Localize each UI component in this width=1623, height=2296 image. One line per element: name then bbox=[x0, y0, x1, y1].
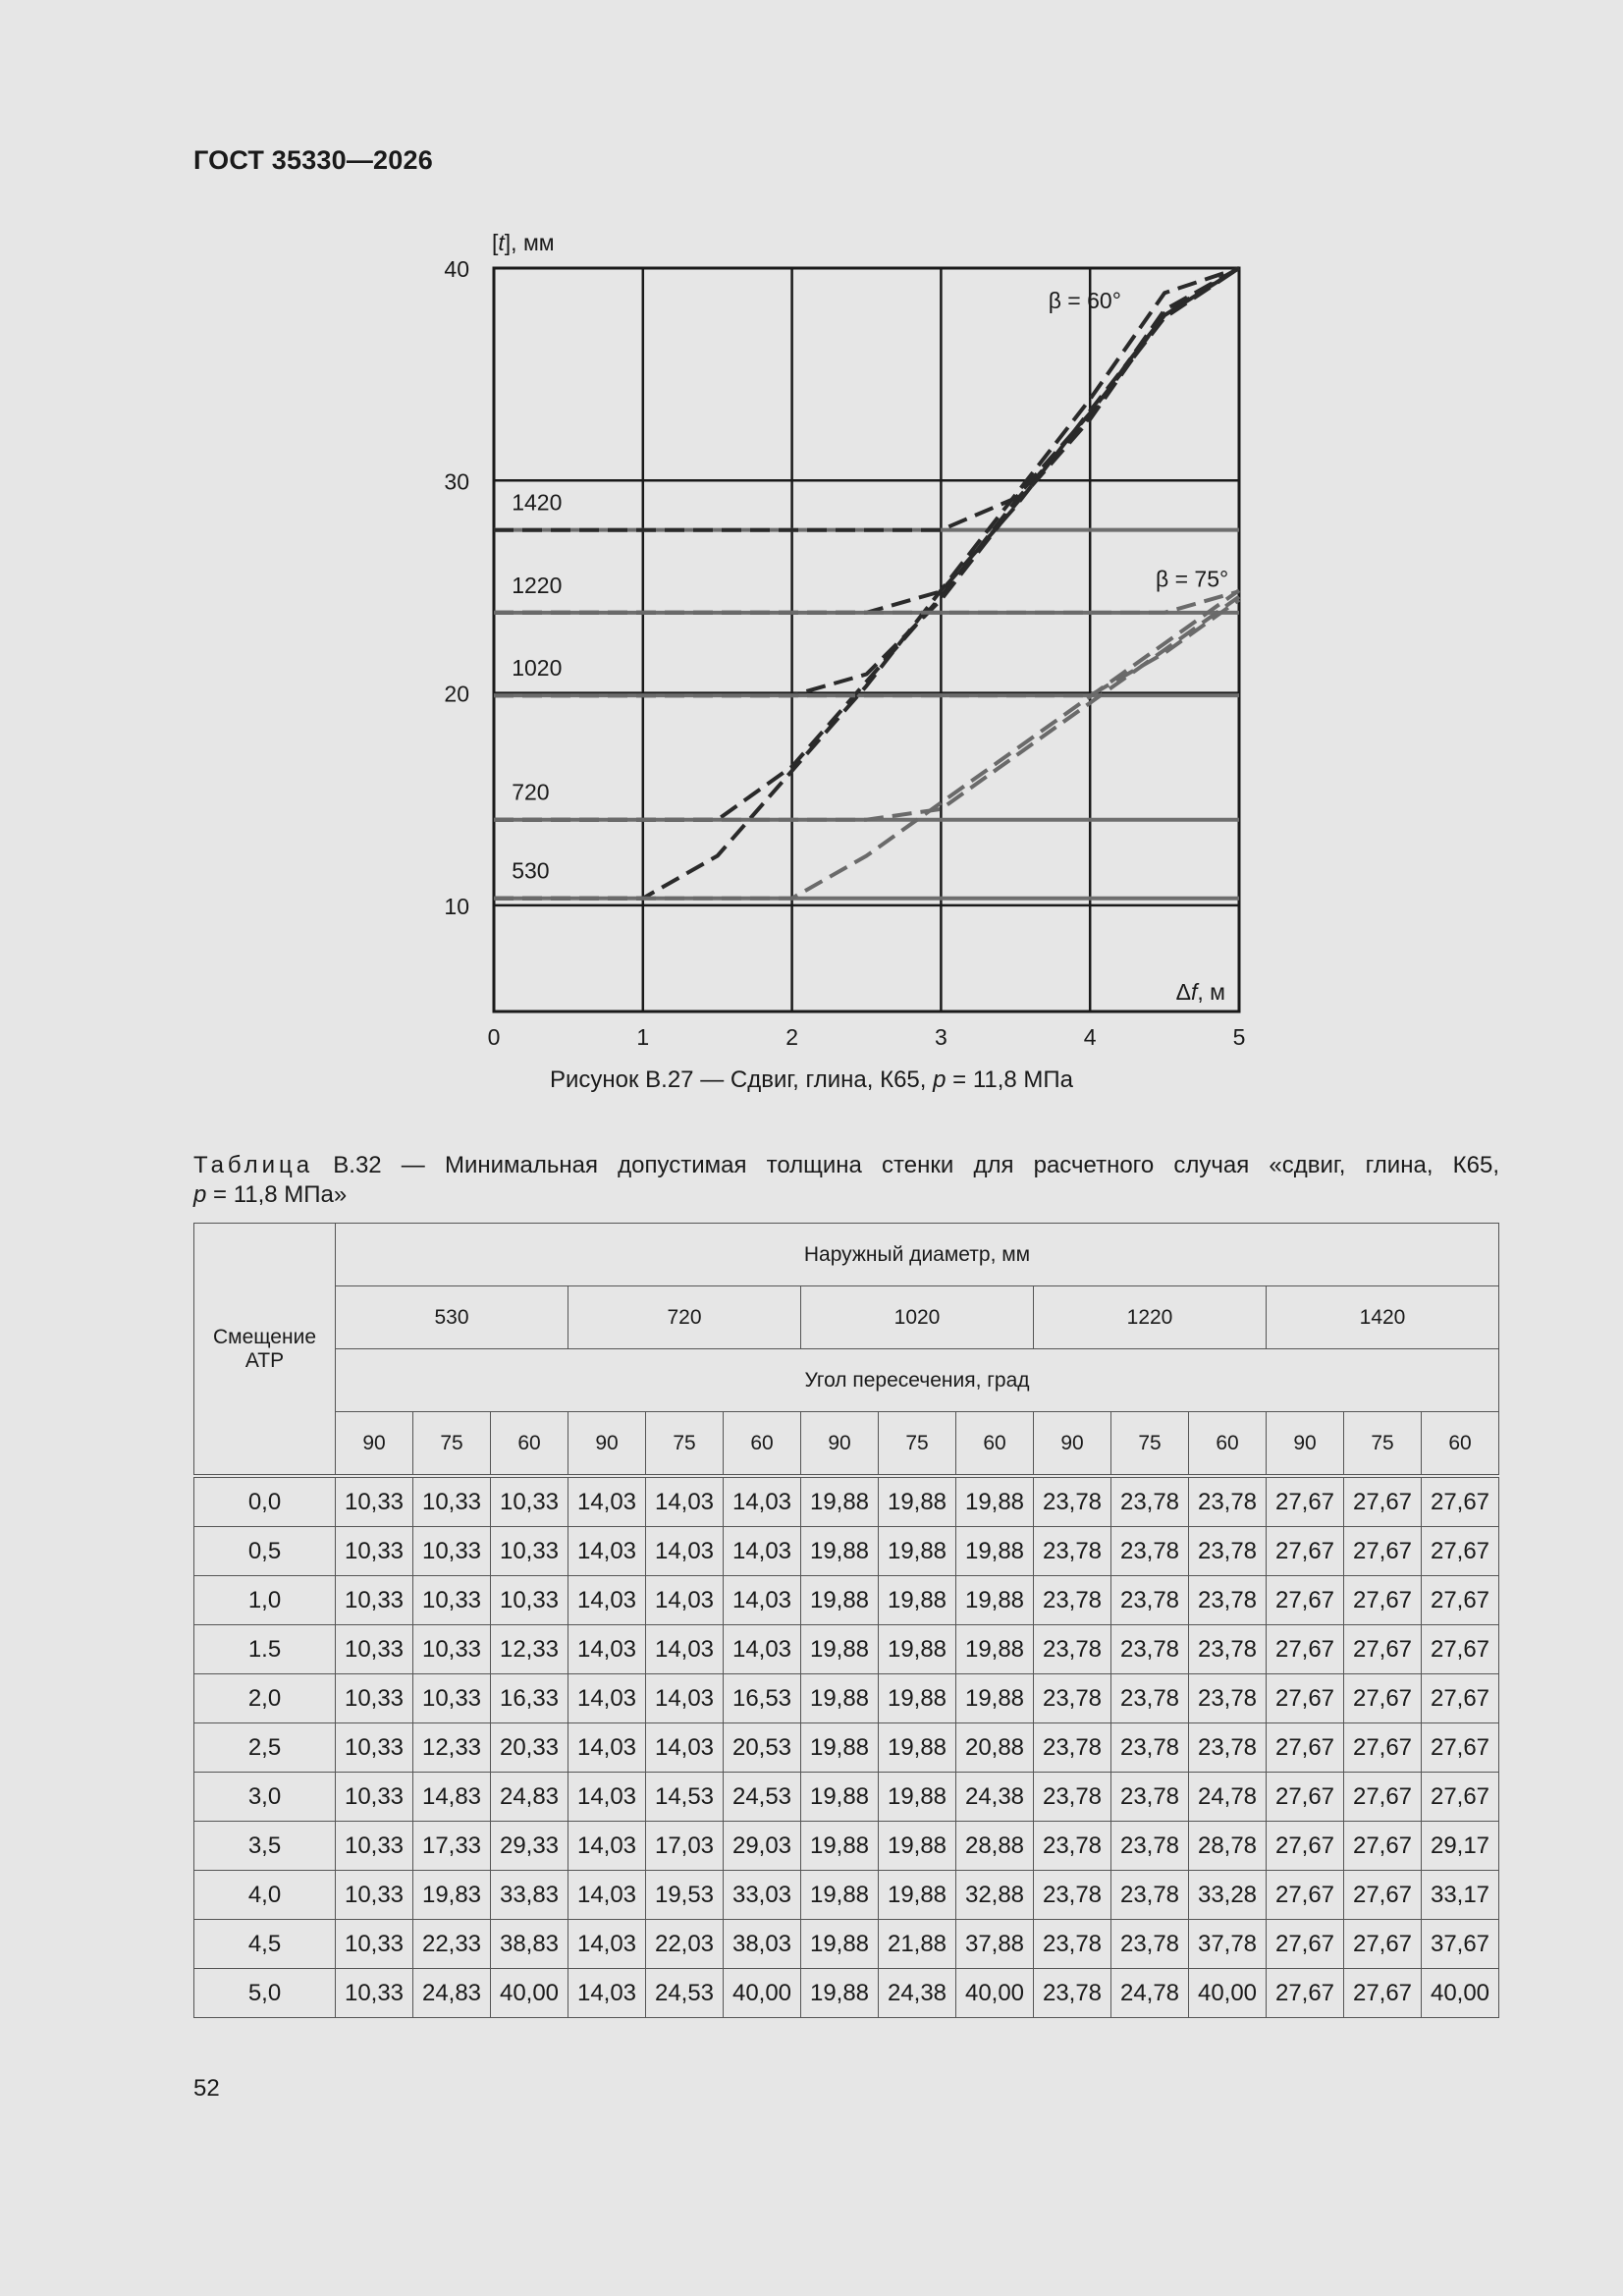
value-cell: 29,17 bbox=[1422, 1822, 1499, 1871]
value-cell: 12,33 bbox=[413, 1723, 491, 1773]
value-cell: 20,53 bbox=[724, 1723, 801, 1773]
value-cell: 14,03 bbox=[646, 1674, 724, 1723]
offset-cell: 2,5 bbox=[194, 1723, 336, 1773]
value-cell: 14,03 bbox=[568, 1576, 646, 1625]
diameter-1020: 1020 bbox=[801, 1286, 1034, 1349]
table-caption: Таблица В.32 — Минимальная допустимая толщина стенки для расчетного случая «сдвиг, глина, К65, p = 11,8 МПа» bbox=[193, 1152, 1499, 1208]
value-cell: 23,78 bbox=[1034, 1625, 1111, 1674]
value-cell: 19,88 bbox=[801, 1723, 879, 1773]
thickness-table bbox=[193, 1223, 1499, 2018]
value-cell: 19,88 bbox=[879, 1871, 956, 1920]
value-cell: 19,88 bbox=[879, 1773, 956, 1822]
value-cell: 33,28 bbox=[1189, 1871, 1267, 1920]
series-line-1220-75 bbox=[494, 591, 1239, 613]
value-cell: 14,03 bbox=[646, 1527, 724, 1576]
value-cell: 33,83 bbox=[491, 1871, 568, 1920]
value-cell: 10,33 bbox=[491, 1476, 568, 1527]
value-cell: 17,33 bbox=[413, 1822, 491, 1871]
value-cell: 23,78 bbox=[1111, 1723, 1189, 1773]
value-cell: 27,67 bbox=[1422, 1625, 1499, 1674]
value-cell: 23,78 bbox=[1111, 1674, 1189, 1723]
value-cell: 19,88 bbox=[956, 1576, 1034, 1625]
value-cell: 10,33 bbox=[491, 1527, 568, 1576]
offset-cell: 3,0 bbox=[194, 1773, 336, 1822]
value-cell: 37,67 bbox=[1422, 1920, 1499, 1969]
value-cell: 27,67 bbox=[1344, 1822, 1422, 1871]
value-cell: 23,78 bbox=[1034, 1527, 1111, 1576]
offset-cell: 1,0 bbox=[194, 1576, 336, 1625]
value-cell: 19,88 bbox=[801, 1527, 879, 1576]
value-cell: 40,00 bbox=[491, 1969, 568, 2018]
value-cell: 14,53 bbox=[646, 1773, 724, 1822]
series-line-530-75 bbox=[494, 590, 1239, 899]
value-cell: 27,67 bbox=[1344, 1920, 1422, 1969]
value-cell: 27,67 bbox=[1344, 1773, 1422, 1822]
value-cell: 37,78 bbox=[1189, 1920, 1267, 1969]
angle-cell: 90 bbox=[568, 1412, 646, 1477]
value-cell: 27,67 bbox=[1267, 1822, 1344, 1871]
value-cell: 23,78 bbox=[1111, 1920, 1189, 1969]
angle-cell: 75 bbox=[413, 1412, 491, 1477]
value-cell: 14,03 bbox=[568, 1920, 646, 1969]
value-cell: 38,03 bbox=[724, 1920, 801, 1969]
value-cell: 14,03 bbox=[568, 1773, 646, 1822]
value-cell: 14,03 bbox=[646, 1576, 724, 1625]
value-cell: 17,03 bbox=[646, 1822, 724, 1871]
page-number: 52 bbox=[193, 2075, 220, 2102]
value-cell: 10,33 bbox=[491, 1576, 568, 1625]
value-cell: 14,03 bbox=[568, 1969, 646, 2018]
offset-cell: 4,0 bbox=[194, 1871, 336, 1920]
value-cell: 29,33 bbox=[491, 1822, 568, 1871]
value-cell: 10,33 bbox=[336, 1822, 413, 1871]
value-cell: 19,88 bbox=[801, 1674, 879, 1723]
value-cell: 12,33 bbox=[491, 1625, 568, 1674]
value-cell: 27,67 bbox=[1422, 1527, 1499, 1576]
angle-cell: 90 bbox=[1267, 1412, 1344, 1477]
value-cell: 14,03 bbox=[568, 1527, 646, 1576]
y-axis-label: [t], мм bbox=[492, 230, 555, 255]
value-cell: 27,67 bbox=[1267, 1527, 1344, 1576]
value-cell: 23,78 bbox=[1111, 1625, 1189, 1674]
offset-cell: 0,0 bbox=[194, 1476, 336, 1527]
x-axis-label: Δf, м bbox=[1175, 979, 1225, 1005]
value-cell: 27,67 bbox=[1344, 1871, 1422, 1920]
value-cell: 14,03 bbox=[568, 1674, 646, 1723]
value-cell: 27,67 bbox=[1422, 1773, 1499, 1822]
value-cell: 19,88 bbox=[879, 1527, 956, 1576]
value-cell: 27,67 bbox=[1344, 1625, 1422, 1674]
value-cell: 19,88 bbox=[879, 1576, 956, 1625]
value-cell: 10,33 bbox=[336, 1723, 413, 1773]
value-cell: 10,33 bbox=[413, 1576, 491, 1625]
offset-cell: 3,5 bbox=[194, 1822, 336, 1871]
value-cell: 23,78 bbox=[1111, 1576, 1189, 1625]
value-cell: 23,78 bbox=[1189, 1527, 1267, 1576]
value-cell: 19,88 bbox=[879, 1723, 956, 1773]
table-row bbox=[194, 1576, 1499, 1625]
value-cell: 19,88 bbox=[879, 1822, 956, 1871]
value-cell: 27,67 bbox=[1344, 1969, 1422, 2018]
value-cell: 19,88 bbox=[879, 1476, 956, 1527]
x-tick-label: 4 bbox=[1083, 1024, 1097, 1050]
value-cell: 19,88 bbox=[956, 1476, 1034, 1527]
value-cell: 23,78 bbox=[1034, 1723, 1111, 1773]
value-cell: 23,78 bbox=[1034, 1871, 1111, 1920]
series-line-720-75 bbox=[494, 597, 1239, 820]
diameter-label-1020: 1020 bbox=[512, 655, 563, 682]
value-cell: 27,67 bbox=[1422, 1674, 1499, 1723]
value-cell: 27,67 bbox=[1267, 1476, 1344, 1527]
x-tick-label: 0 bbox=[487, 1024, 501, 1050]
value-cell: 19,88 bbox=[801, 1969, 879, 2018]
value-cell: 27,67 bbox=[1267, 1920, 1344, 1969]
value-cell: 14,03 bbox=[646, 1625, 724, 1674]
offset-cell: 5,0 bbox=[194, 1969, 336, 2018]
value-cell: 14,03 bbox=[568, 1723, 646, 1773]
value-cell: 14,03 bbox=[568, 1476, 646, 1527]
table-row bbox=[194, 1920, 1499, 1969]
value-cell: 23,78 bbox=[1189, 1674, 1267, 1723]
value-cell: 24,38 bbox=[956, 1773, 1034, 1822]
y-tick-label: 10 bbox=[444, 893, 469, 919]
value-cell: 14,03 bbox=[724, 1576, 801, 1625]
value-cell: 19,88 bbox=[801, 1773, 879, 1822]
angle-cell: 75 bbox=[879, 1412, 956, 1477]
offset-cell: 2,0 bbox=[194, 1674, 336, 1723]
table-row bbox=[194, 1773, 1499, 1822]
value-cell: 23,78 bbox=[1111, 1773, 1189, 1822]
value-cell: 23,78 bbox=[1034, 1576, 1111, 1625]
value-cell: 23,78 bbox=[1189, 1476, 1267, 1527]
y-tick-label: 30 bbox=[444, 468, 469, 495]
value-cell: 19,88 bbox=[956, 1674, 1034, 1723]
value-cell: 40,00 bbox=[724, 1969, 801, 2018]
value-cell: 33,17 bbox=[1422, 1871, 1499, 1920]
value-cell: 27,67 bbox=[1267, 1723, 1344, 1773]
table-row bbox=[194, 1723, 1499, 1773]
value-cell: 19,88 bbox=[956, 1527, 1034, 1576]
value-cell: 24,78 bbox=[1111, 1969, 1189, 2018]
value-cell: 10,33 bbox=[336, 1527, 413, 1576]
value-cell: 19,88 bbox=[801, 1576, 879, 1625]
value-cell: 27,67 bbox=[1267, 1625, 1344, 1674]
value-cell: 23,78 bbox=[1189, 1625, 1267, 1674]
y-tick-label: 20 bbox=[444, 681, 469, 707]
x-tick-label: 3 bbox=[935, 1024, 947, 1050]
diameter-1220: 1220 bbox=[1034, 1286, 1267, 1349]
value-cell: 10,33 bbox=[336, 1625, 413, 1674]
value-cell: 23,78 bbox=[1111, 1527, 1189, 1576]
value-cell: 40,00 bbox=[956, 1969, 1034, 2018]
value-cell: 14,83 bbox=[413, 1773, 491, 1822]
angle-cell: 60 bbox=[956, 1412, 1034, 1477]
document-code: ГОСТ 35330—2026 bbox=[193, 145, 433, 175]
diameter-1420: 1420 bbox=[1267, 1286, 1499, 1349]
value-cell: 14,03 bbox=[568, 1871, 646, 1920]
diameter-720: 720 bbox=[568, 1286, 801, 1349]
offset-cell: 4,5 bbox=[194, 1920, 336, 1969]
value-cell: 19,83 bbox=[413, 1871, 491, 1920]
value-cell: 20,88 bbox=[956, 1723, 1034, 1773]
x-tick-label: 1 bbox=[636, 1024, 650, 1050]
x-tick-label: 5 bbox=[1232, 1024, 1246, 1050]
beta-60-label: β = 60° bbox=[1048, 288, 1121, 314]
value-cell: 10,33 bbox=[336, 1920, 413, 1969]
value-cell: 14,03 bbox=[724, 1625, 801, 1674]
value-cell: 14,03 bbox=[724, 1527, 801, 1576]
value-cell: 14,03 bbox=[724, 1476, 801, 1527]
value-cell: 22,03 bbox=[646, 1920, 724, 1969]
value-cell: 38,83 bbox=[491, 1920, 568, 1969]
angle-cell: 90 bbox=[336, 1412, 413, 1477]
value-cell: 23,78 bbox=[1034, 1476, 1111, 1527]
angle-cell: 75 bbox=[1111, 1412, 1189, 1477]
value-cell: 24,53 bbox=[724, 1773, 801, 1822]
value-cell: 19,88 bbox=[879, 1674, 956, 1723]
figure-caption: Рисунок В.27 — Сдвиг, глина, К65, p = 11,8 МПа bbox=[549, 1066, 1074, 1093]
offset-header: Смещение АТР bbox=[194, 1224, 336, 1477]
value-cell: 19,88 bbox=[801, 1871, 879, 1920]
value-cell: 29,03 bbox=[724, 1822, 801, 1871]
wall-thickness-chart bbox=[0, 0, 1623, 1061]
value-cell: 14,03 bbox=[568, 1822, 646, 1871]
angle-cell: 60 bbox=[1422, 1412, 1499, 1477]
value-cell: 10,33 bbox=[336, 1576, 413, 1625]
value-cell: 27,67 bbox=[1267, 1576, 1344, 1625]
value-cell: 23,78 bbox=[1111, 1871, 1189, 1920]
value-cell: 28,88 bbox=[956, 1822, 1034, 1871]
angle-cell: 90 bbox=[801, 1412, 879, 1477]
offset-cell: 1.5 bbox=[194, 1625, 336, 1674]
value-cell: 19,88 bbox=[801, 1920, 879, 1969]
value-cell: 27,67 bbox=[1422, 1476, 1499, 1527]
angle-cell: 75 bbox=[646, 1412, 724, 1477]
table-row bbox=[194, 1674, 1499, 1723]
value-cell: 14,03 bbox=[646, 1476, 724, 1527]
value-cell: 24,53 bbox=[646, 1969, 724, 2018]
value-cell: 10,33 bbox=[336, 1773, 413, 1822]
value-cell: 27,67 bbox=[1267, 1871, 1344, 1920]
value-cell: 16,33 bbox=[491, 1674, 568, 1723]
table-row bbox=[194, 1527, 1499, 1576]
value-cell: 19,88 bbox=[801, 1476, 879, 1527]
table-row bbox=[194, 1969, 1499, 2018]
series-line-1420-60 bbox=[494, 268, 1239, 530]
y-tick-label: 40 bbox=[444, 256, 469, 282]
diameter-label-1420: 1420 bbox=[512, 489, 563, 516]
value-cell: 27,67 bbox=[1344, 1527, 1422, 1576]
value-cell: 40,00 bbox=[1189, 1969, 1267, 2018]
diameter-label-530: 530 bbox=[512, 857, 550, 884]
value-cell: 10,33 bbox=[336, 1674, 413, 1723]
value-cell: 10,33 bbox=[413, 1674, 491, 1723]
value-cell: 21,88 bbox=[879, 1920, 956, 1969]
value-cell: 19,53 bbox=[646, 1871, 724, 1920]
angle-cell: 60 bbox=[724, 1412, 801, 1477]
value-cell: 14,03 bbox=[568, 1625, 646, 1674]
value-cell: 27,67 bbox=[1422, 1576, 1499, 1625]
value-cell: 24,83 bbox=[413, 1969, 491, 2018]
value-cell: 27,67 bbox=[1344, 1723, 1422, 1773]
angle-cell: 60 bbox=[491, 1412, 568, 1477]
value-cell: 23,78 bbox=[1034, 1920, 1111, 1969]
diameter-label-1220: 1220 bbox=[512, 572, 563, 598]
value-cell: 23,78 bbox=[1189, 1723, 1267, 1773]
value-cell: 23,78 bbox=[1111, 1476, 1189, 1527]
value-cell: 22,33 bbox=[413, 1920, 491, 1969]
value-cell: 19,88 bbox=[801, 1822, 879, 1871]
value-cell: 10,33 bbox=[336, 1871, 413, 1920]
angle-cell: 90 bbox=[1034, 1412, 1111, 1477]
value-cell: 23,78 bbox=[1034, 1822, 1111, 1871]
table-row bbox=[194, 1822, 1499, 1871]
value-cell: 23,78 bbox=[1189, 1576, 1267, 1625]
value-cell: 20,33 bbox=[491, 1723, 568, 1773]
table-row bbox=[194, 1871, 1499, 1920]
series-line-720-60 bbox=[494, 268, 1239, 820]
value-cell: 27,67 bbox=[1344, 1674, 1422, 1723]
value-cell: 19,88 bbox=[879, 1625, 956, 1674]
table-row bbox=[194, 1476, 1499, 1527]
diameter-530: 530 bbox=[336, 1286, 568, 1349]
value-cell: 10,33 bbox=[336, 1476, 413, 1527]
value-cell: 23,78 bbox=[1034, 1773, 1111, 1822]
value-cell: 19,88 bbox=[956, 1625, 1034, 1674]
value-cell: 40,00 bbox=[1422, 1969, 1499, 2018]
value-cell: 24,38 bbox=[879, 1969, 956, 2018]
offset-cell: 0,5 bbox=[194, 1527, 336, 1576]
value-cell: 10,33 bbox=[413, 1476, 491, 1527]
diameter-label-720: 720 bbox=[512, 779, 550, 805]
value-cell: 27,67 bbox=[1267, 1969, 1344, 2018]
value-cell: 14,03 bbox=[646, 1723, 724, 1773]
beta-75-label: β = 75° bbox=[1155, 566, 1229, 592]
value-cell: 28,78 bbox=[1189, 1822, 1267, 1871]
value-cell: 32,88 bbox=[956, 1871, 1034, 1920]
value-cell: 23,78 bbox=[1034, 1969, 1111, 2018]
angle-cell: 75 bbox=[1344, 1412, 1422, 1477]
angle-header: Угол пересечения, град bbox=[336, 1349, 1499, 1412]
value-cell: 37,88 bbox=[956, 1920, 1034, 1969]
value-cell: 24,83 bbox=[491, 1773, 568, 1822]
value-cell: 10,33 bbox=[413, 1527, 491, 1576]
value-cell: 27,67 bbox=[1267, 1773, 1344, 1822]
value-cell: 10,33 bbox=[413, 1625, 491, 1674]
value-cell: 24,78 bbox=[1189, 1773, 1267, 1822]
value-cell: 27,67 bbox=[1422, 1723, 1499, 1773]
value-cell: 33,03 bbox=[724, 1871, 801, 1920]
value-cell: 16,53 bbox=[724, 1674, 801, 1723]
angle-cell: 60 bbox=[1189, 1412, 1267, 1477]
value-cell: 23,78 bbox=[1034, 1674, 1111, 1723]
x-tick-label: 2 bbox=[785, 1024, 798, 1050]
value-cell: 27,67 bbox=[1267, 1674, 1344, 1723]
value-cell: 10,33 bbox=[336, 1969, 413, 2018]
value-cell: 27,67 bbox=[1344, 1476, 1422, 1527]
table-row bbox=[194, 1625, 1499, 1674]
series-line-1220-60 bbox=[494, 268, 1239, 613]
value-cell: 23,78 bbox=[1111, 1822, 1189, 1871]
value-cell: 19,88 bbox=[801, 1625, 879, 1674]
diameter-header: Наружный диаметр, мм bbox=[336, 1224, 1499, 1286]
value-cell: 27,67 bbox=[1344, 1576, 1422, 1625]
series-line-1020-60 bbox=[494, 268, 1239, 695]
